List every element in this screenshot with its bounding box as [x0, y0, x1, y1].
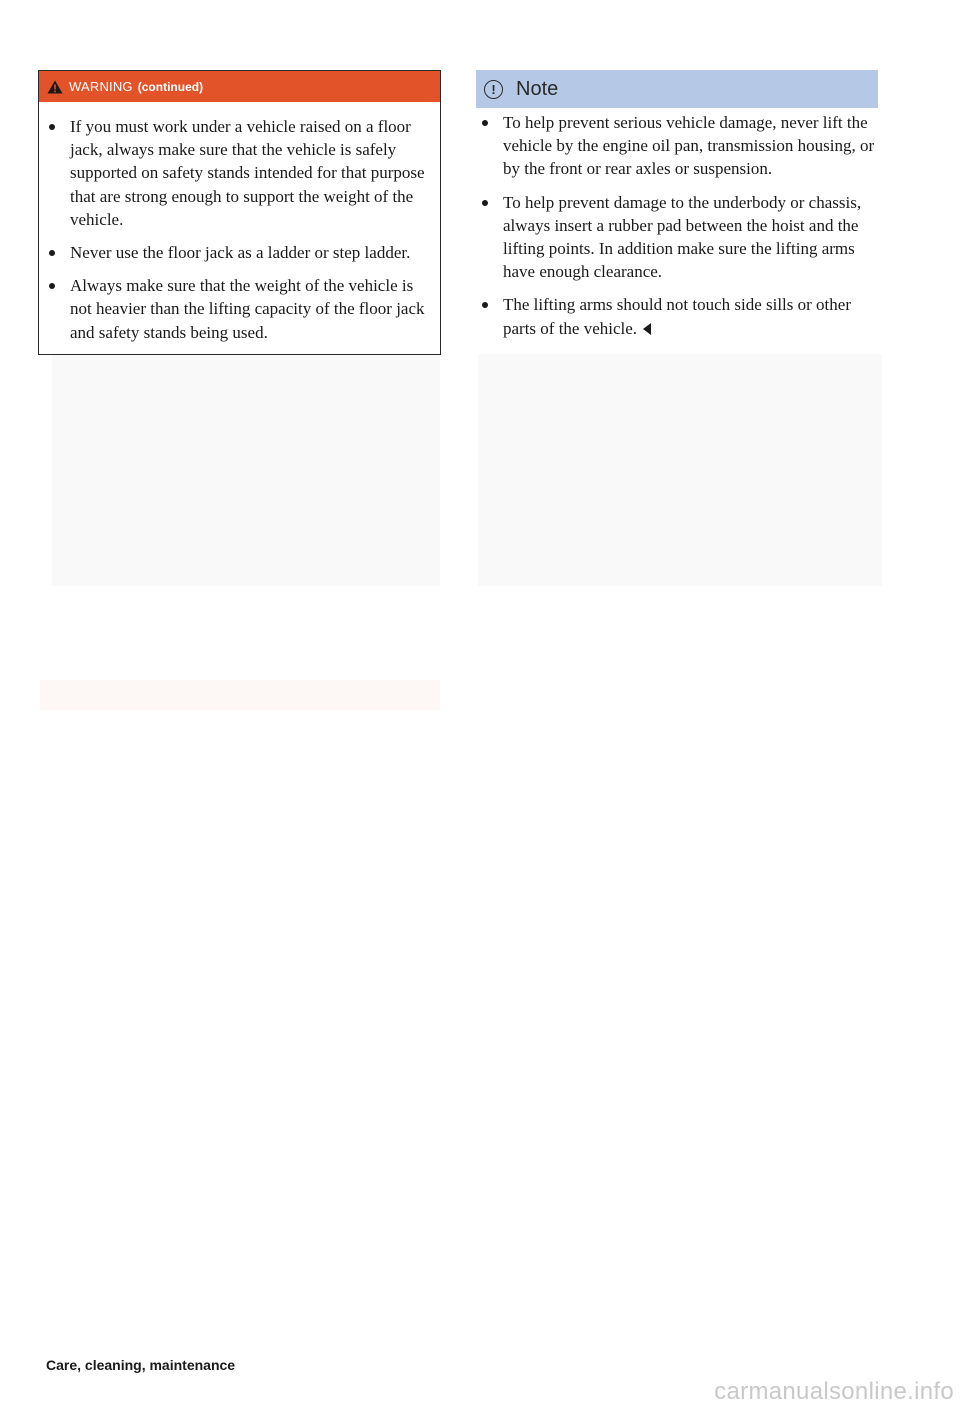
list-item [476, 191, 882, 284]
note-bullet-text: To help prevent serious vehicle damage, never lift the vehicle by the engine oil pan, transmission housing, or by the front or rear axles or suspension. [503, 113, 875, 179]
bullet-dot-icon [482, 120, 488, 126]
warning-label: WARNING [69, 79, 133, 94]
note-body [476, 111, 882, 350]
back-arrow-icon [643, 323, 651, 335]
faded-background-block [478, 354, 882, 586]
list-item [476, 293, 882, 339]
warning-bullet-text: If you must work under a vehicle raised on a floor jack, always make sure that the vehicle is safely supported on safety stands intended for that purpose that are strong enough to support the weight of the vehicle. [70, 117, 425, 229]
bullet-dot-icon [482, 200, 488, 206]
bullet-dot-icon [49, 124, 55, 130]
note-title: Note [516, 77, 559, 100]
warning-bullet-text: Never use the floor jack as a ladder or step ladder. [70, 243, 411, 263]
bullet-dot-icon [49, 250, 55, 256]
bullet-dot-icon [482, 302, 488, 308]
list-item [43, 241, 432, 264]
note-bullet-text: To help prevent damage to the underbody or chassis, always insert a rubber pad between the hoist and the lifting points. In addition make sure the lifting arms have enough clearance. [503, 192, 862, 282]
warning-bullet-text: Always make sure that the weight of the vehicle is not heavier than the lifting capacity of the floor jack and safety stands being used. [70, 276, 425, 342]
faded-background-block [52, 354, 440, 586]
note-list [476, 111, 882, 340]
note-bullet-text: The lifting arms should not touch side sills or other parts of the vehicle. [503, 295, 851, 338]
section-footer: Care, cleaning, maintenance [46, 1357, 236, 1373]
watermark-text: carmanualsonline.info [714, 1378, 954, 1405]
warning-header [39, 71, 440, 102]
faded-background-bar [40, 680, 440, 710]
warning-continued: (continued) [137, 79, 204, 94]
exclamation-circle-icon: ! [484, 80, 503, 99]
warning-list [39, 102, 440, 344]
list-item [43, 115, 432, 231]
note-header [476, 70, 878, 108]
list-item [476, 111, 882, 181]
warning-triangle-icon [47, 80, 63, 94]
warning-box [38, 70, 441, 355]
bullet-dot-icon [49, 283, 55, 289]
list-item [43, 274, 432, 344]
